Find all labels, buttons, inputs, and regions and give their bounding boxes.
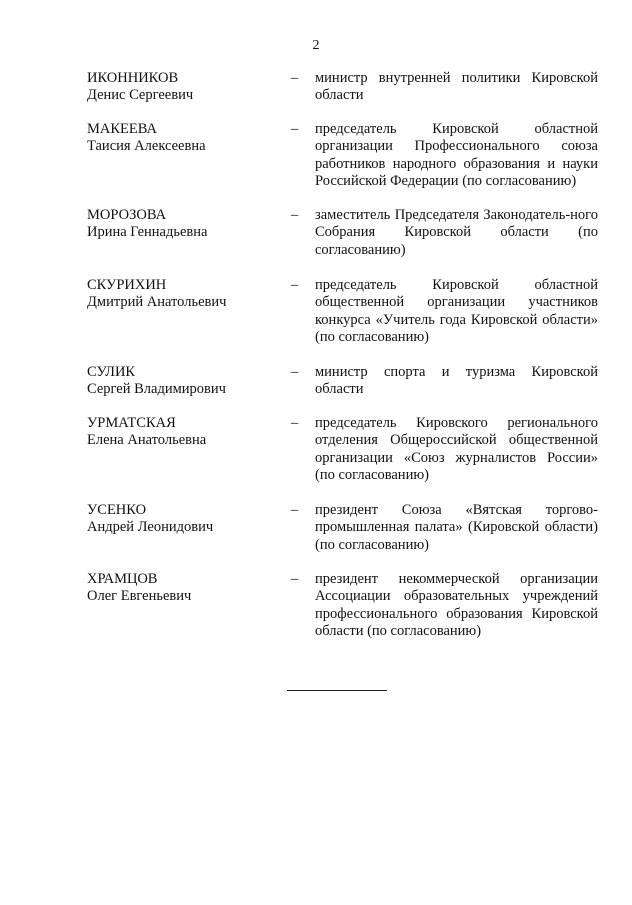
- member-name: [87, 277, 277, 312]
- member-surname: МАКЕЕВА: [87, 121, 157, 137]
- dash-separator: –: [291, 502, 299, 518]
- member-name: [87, 571, 277, 606]
- member-name: [87, 364, 277, 399]
- closing-divider-line: [287, 690, 387, 691]
- member-name: [87, 70, 277, 105]
- member-surname: ХРАМЦОВ: [87, 571, 158, 587]
- dash-separator: –: [291, 207, 299, 223]
- member-given-names: Андрей Леонидович: [87, 519, 214, 536]
- member-name: [87, 207, 277, 242]
- dash-separator: –: [291, 121, 299, 137]
- member-given-names: Таисия Алексеевна: [87, 138, 206, 155]
- member-role: президент Союза «Вятская торгово-промышленная палата» (Кировской области) (по согласованию): [315, 502, 598, 553]
- member-surname: УСЕНКО: [87, 502, 147, 518]
- member-name: [87, 415, 277, 450]
- member-given-names: Елена Анатольевна: [87, 432, 207, 449]
- member-role: председатель Кировской областной организации Профессионального союза работников народного образования и науки Российской Федерации (по согласованию): [315, 121, 598, 190]
- member-role: заместитель Председателя Законодатель-ного Собрания Кировской области (по согласованию): [315, 207, 598, 258]
- dash-separator: –: [291, 415, 299, 431]
- member-role: председатель Кировской областной общественной организации участников конкурса «Учитель года Кировской области» (по согласованию): [315, 277, 598, 346]
- page-number: 2: [312, 38, 320, 53]
- dash-separator: –: [291, 364, 299, 380]
- dash-separator: –: [291, 277, 299, 293]
- member-surname: МОРОЗОВА: [87, 207, 167, 223]
- member-role: председатель Кировского регионального отделения Общероссийской общественной организации «Союз журналистов России» (по согласованию): [315, 415, 598, 484]
- member-given-names: Олег Евгеньевич: [87, 588, 192, 605]
- member-given-names: Дмитрий Анатольевич: [87, 294, 227, 311]
- member-role: министр спорта и туризма Кировской области: [315, 364, 598, 398]
- member-role: президент некоммерческой организации Ассоциации образовательных учреждений профессионального образования Кировской области (по согласованию): [315, 571, 598, 640]
- member-role: министр внутренней политики Кировской области: [315, 70, 598, 104]
- member-surname: ИКОННИКОВ: [87, 70, 179, 86]
- dash-separator: –: [291, 70, 299, 86]
- member-given-names: Денис Сергеевич: [87, 87, 194, 104]
- member-name: [87, 121, 277, 156]
- member-surname: СКУРИХИН: [87, 277, 167, 293]
- member-surname: СУЛИК: [87, 364, 136, 380]
- dash-separator: –: [291, 571, 299, 587]
- member-name: [87, 502, 277, 537]
- member-surname: УРМАТСКАЯ: [87, 415, 176, 431]
- member-given-names: Сергей Владимирович: [87, 381, 226, 398]
- member-given-names: Ирина Геннадьевна: [87, 224, 208, 241]
